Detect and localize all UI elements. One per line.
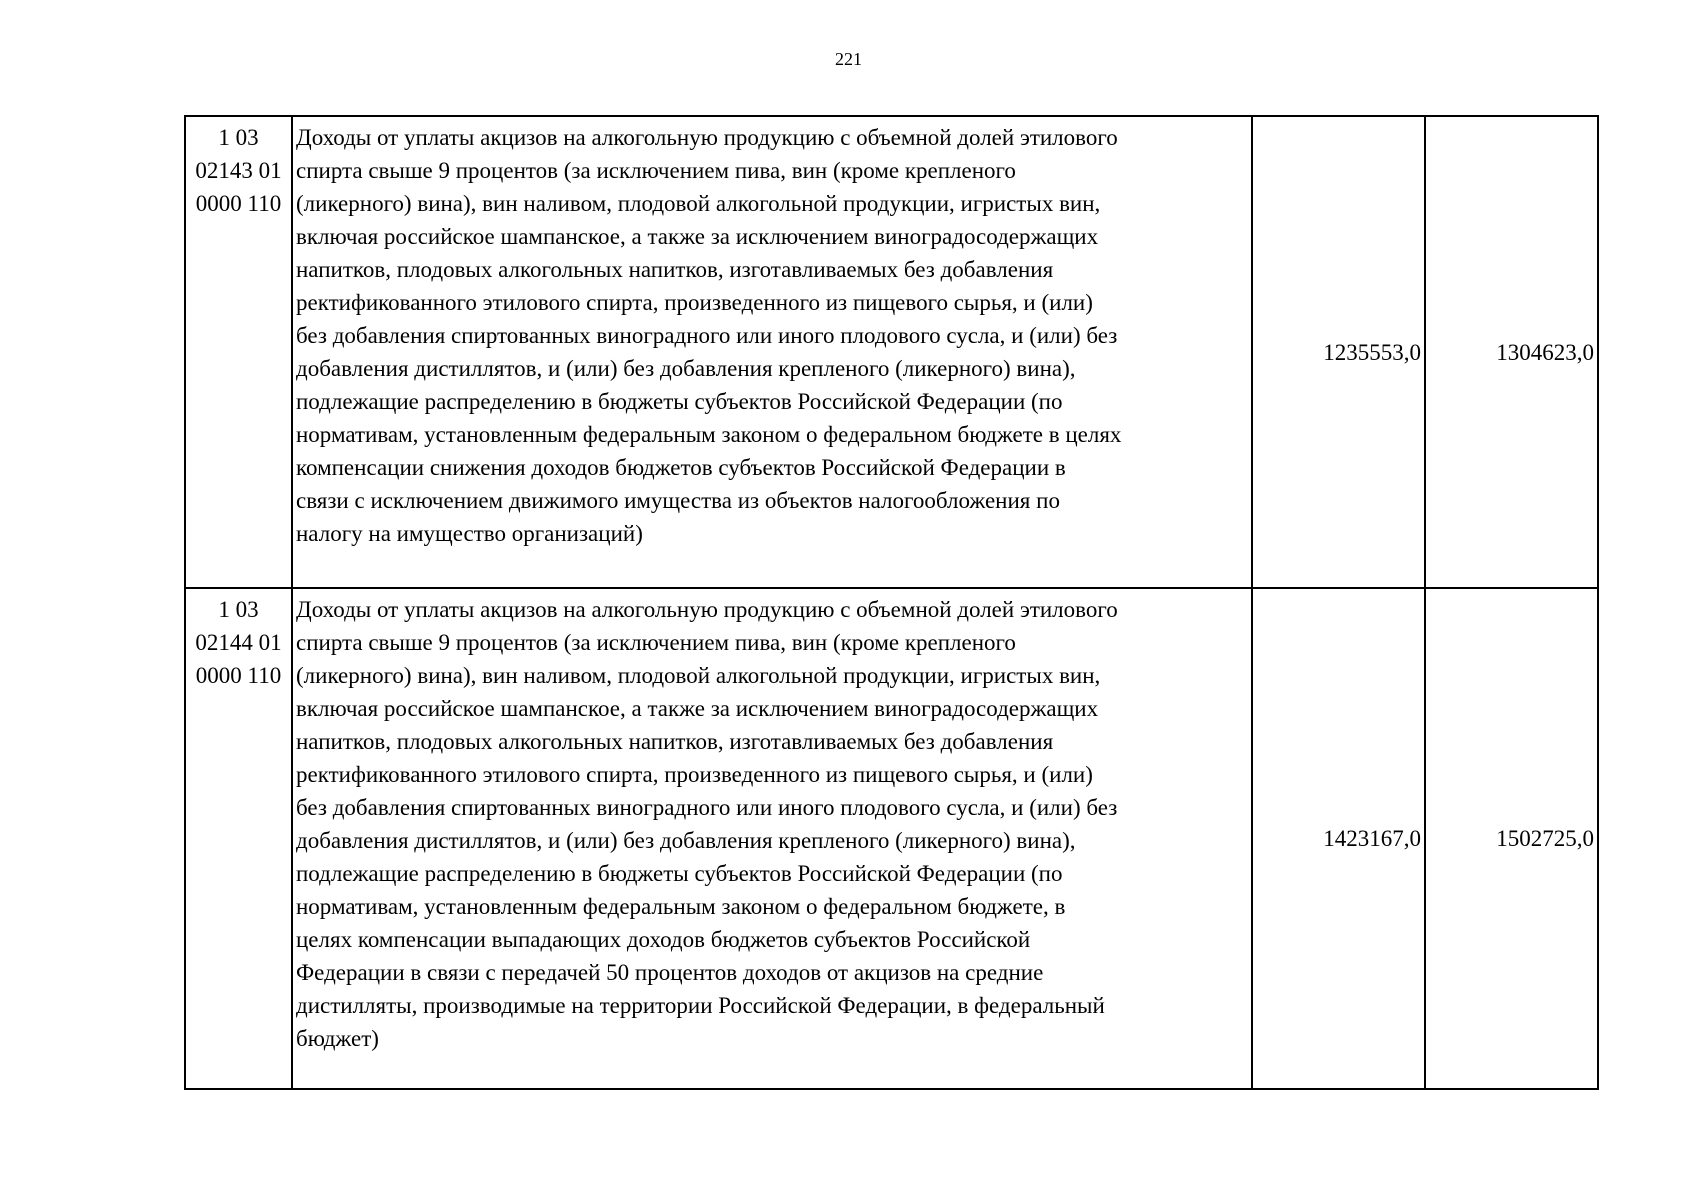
amount-cell-year-1: 1423167,0 [1252,588,1425,1089]
table-row [185,588,1598,1089]
description-line: включая российское шампанское, а также за исключением виноградосодержащих [296,696,1099,721]
description-line: ректификованного этилового спирта, произведенного из пищевого сырья, и (или) [296,290,1093,315]
description-line: нормативам, установленным федеральным законом о федеральном бюджете, в [296,894,1066,919]
budget-code-cell [185,588,292,1089]
description-cell [292,116,1252,588]
description-cell [292,588,1252,1089]
code-line: 02144 01 [195,630,282,655]
table-row [185,116,1598,588]
description-line: Доходы от уплаты акцизов на алкогольную продукцию с объемной долей этилового [296,125,1118,150]
description-line: спирта свыше 9 процентов (за исключением пива, вин (кроме крепленого [296,630,1016,655]
description-line: Федерации в связи с передачей 50 процентов доходов от акцизов на средние [296,960,1044,985]
description-line: Доходы от уплаты акцизов на алкогольную продукцию с объемной долей этилового [296,597,1118,622]
description-line: включая российское шампанское, а также за исключением виноградосодержащих [296,224,1099,249]
code-line: 1 03 [218,125,259,150]
description-line: спирта свыше 9 процентов (за исключением пива, вин (кроме крепленого [296,158,1016,183]
code-line: 1 03 [218,597,259,622]
description-line: напитков, плодовых алкогольных напитков, изготавливаемых без добавления [296,257,1054,282]
description-line: напитков, плодовых алкогольных напитков, изготавливаемых без добавления [296,729,1054,754]
description-line: без добавления спиртованных виноградного или иного плодового сусла, и (или) без [296,795,1118,820]
amount-cell-year-1: 1235553,0 [1252,116,1425,588]
amount-cell-year-2: 1502725,0 [1425,588,1598,1089]
code-line: 02143 01 [195,158,282,183]
budget-code-cell [185,116,292,588]
description-line: нормативам, установленным федеральным законом о федеральном бюджете в целях [296,422,1122,447]
description-line: ректификованного этилового спирта, произведенного из пищевого сырья, и (или) [296,762,1093,787]
description-line: добавления дистиллятов, и (или) без добавления крепленого (ликерного) вина), [296,356,1076,381]
description-line: (ликерного) вина), вин наливом, плодовой алкогольной продукции, игристых вин, [296,663,1101,688]
description-line: (ликерного) вина), вин наливом, плодовой алкогольной продукции, игристых вин, [296,191,1101,216]
page-number: 221 [835,49,862,69]
description-line: дистилляты, производимые на территории Российской Федерации, в федеральный [296,993,1105,1018]
description-line: компенсации снижения доходов бюджетов субъектов Российской Федерации в [296,455,1066,480]
description-line: связи с исключением движимого имущества из объектов налогообложения по [296,488,1060,513]
code-line: 0000 110 [195,191,282,216]
code-line: 0000 110 [195,663,282,688]
amount-cell-year-2: 1304623,0 [1425,116,1598,588]
description-line: целях компенсации выпадающих доходов бюджетов субъектов Российской [296,927,1031,952]
description-line: подлежащие распределению в бюджеты субъектов Российской Федерации (по [296,389,1063,414]
description-line: без добавления спиртованных виноградного или иного плодового сусла, и (или) без [296,323,1118,348]
description-line: добавления дистиллятов, и (или) без добавления крепленого (ликерного) вина), [296,828,1076,853]
budget-table [184,115,1599,1090]
description-line: налогу на имущество организаций) [296,521,643,546]
description-line: бюджет) [296,1026,379,1051]
description-line: подлежащие распределению в бюджеты субъектов Российской Федерации (по [296,861,1063,886]
